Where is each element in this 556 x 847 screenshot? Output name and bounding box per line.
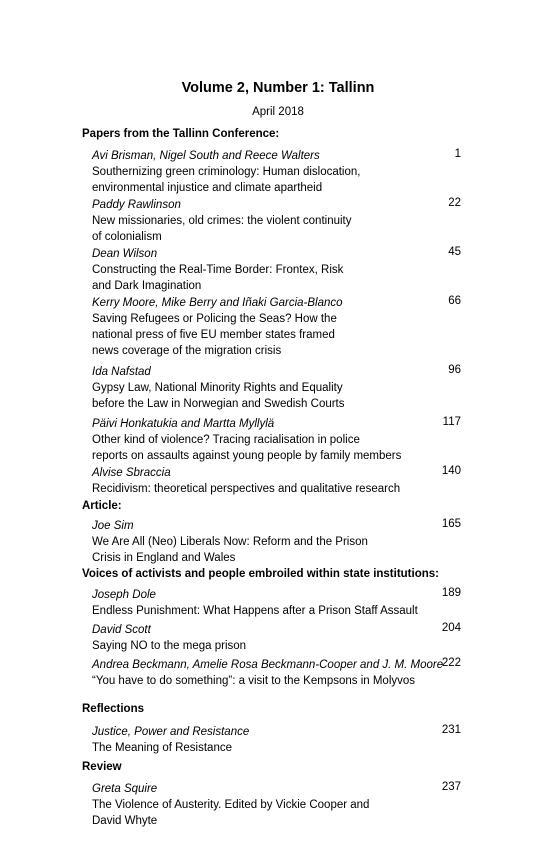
entry-title-line: Other kind of violence? Tracing racialisation in police [92,434,360,446]
entry-title-line: We Are All (Neo) Liberals Now: Reform and the Prison [92,536,368,548]
entry-title-line: of colonialism [92,231,162,243]
toc-entry[interactable] [92,295,472,359]
entry-title-line: before the Law in Norwegian and Swedish Courts [92,398,345,410]
entry-title-line: reports on assaults against young people by family members [92,450,402,462]
entry-authors: Joe Sim [92,520,134,532]
entry-page-number: 96 [448,364,461,376]
entry-title-line: “You have to do something”: a visit to the Kempsons in Molyvos [92,675,416,687]
toc-entry[interactable] [92,416,472,464]
entry-title-line: The Violence of Austerity. Edited by Vickie Cooper and [92,799,370,811]
entry-page-number: 231 [441,724,461,736]
entry-authors: David Scott [92,624,151,636]
toc-entry[interactable] [92,657,472,689]
entry-page-number: 204 [441,622,461,634]
entry-page-number: 237 [441,781,461,793]
toc-entry[interactable] [92,364,472,412]
entry-page-number: 140 [441,465,461,477]
section-heading: Article: [82,500,122,512]
entry-title-line: environmental injustice and climate apartheid [92,182,323,194]
entry-title-line: Crisis in England and Wales [92,552,236,564]
section-heading: Papers from the Tallinn Conference: [82,128,280,140]
toc-entry[interactable] [92,148,472,196]
entry-authors: Alvise Sbraccia [92,467,171,479]
entry-title-line: Recidivism: theoretical perspectives and qualitative research [92,483,401,495]
toc-entry[interactable] [92,197,472,245]
entry-authors: Ida Nafstad [92,366,151,378]
entry-title-line: David Whyte [92,815,158,827]
entry-title-line: Endless Punishment: What Happens after a Prison Staff Assault [92,605,418,617]
entry-authors: Andrea Beckmann, Amelie Rosa Beckmann-Cooper and J. M. Moore [92,659,444,671]
section-heading: Review [82,761,122,773]
entry-page-number: 165 [441,518,461,530]
entry-title-line: national press of five EU member states framed [92,329,335,341]
entry-title-line: and Dark Imagination [92,280,202,292]
volume-title: Volume 2, Number 1: Tallinn [181,80,375,96]
entry-title-line: Gypsy Law, National Minority Rights and Equality [92,382,343,394]
entry-page-number: 189 [441,587,461,599]
entry-title-line: Saving Refugees or Policing the Seas? How the [92,313,337,325]
entry-page-number: 45 [448,246,461,258]
entry-authors: Dean Wilson [92,248,158,260]
entry-title-line: New missionaries, old crimes: the violent continuity [92,215,352,227]
section-heading: Voices of activists and people embroiled within state institutions: [82,568,439,580]
entry-authors: Joseph Dole [92,589,156,601]
toc-entry[interactable] [92,724,472,756]
toc-entry[interactable] [92,781,472,829]
entry-title-line: The Meaning of Resistance [92,742,232,754]
entry-page-number: 222 [441,657,461,669]
section-heading: Reflections [82,703,144,715]
toc-entry[interactable] [92,246,472,294]
toc-entry[interactable] [92,465,472,497]
entry-title-line: news coverage of the migration crisis [92,345,282,357]
entry-title-line: Saying NO to the mega prison [92,640,247,652]
entry-authors: Paddy Rawlinson [92,199,181,211]
toc-entry[interactable] [92,518,472,566]
entry-authors: Päivi Honkatukia and Martta Myllylä [92,418,275,430]
entry-page-number: 66 [448,295,461,307]
entry-authors: Kerry Moore, Mike Berry and Iñaki Garcia-Blanco [92,297,343,309]
entry-page-number: 1 [454,148,461,160]
entry-authors: Avi Brisman, Nigel South and Reece Walters [92,150,320,162]
entry-authors: Justice, Power and Resistance [92,726,250,738]
entry-authors: Greta Squire [92,783,158,795]
entry-page-number: 22 [448,197,461,209]
toc-entry[interactable] [92,622,472,654]
toc-entry[interactable] [92,587,472,619]
issue-date: April 2018 [252,106,304,118]
entry-title-line: Southernizing green criminology: Human dislocation, [92,166,361,178]
entry-page-number: 117 [442,416,461,428]
entry-title-line: Constructing the Real-Time Border: Frontex, Risk [92,264,344,276]
